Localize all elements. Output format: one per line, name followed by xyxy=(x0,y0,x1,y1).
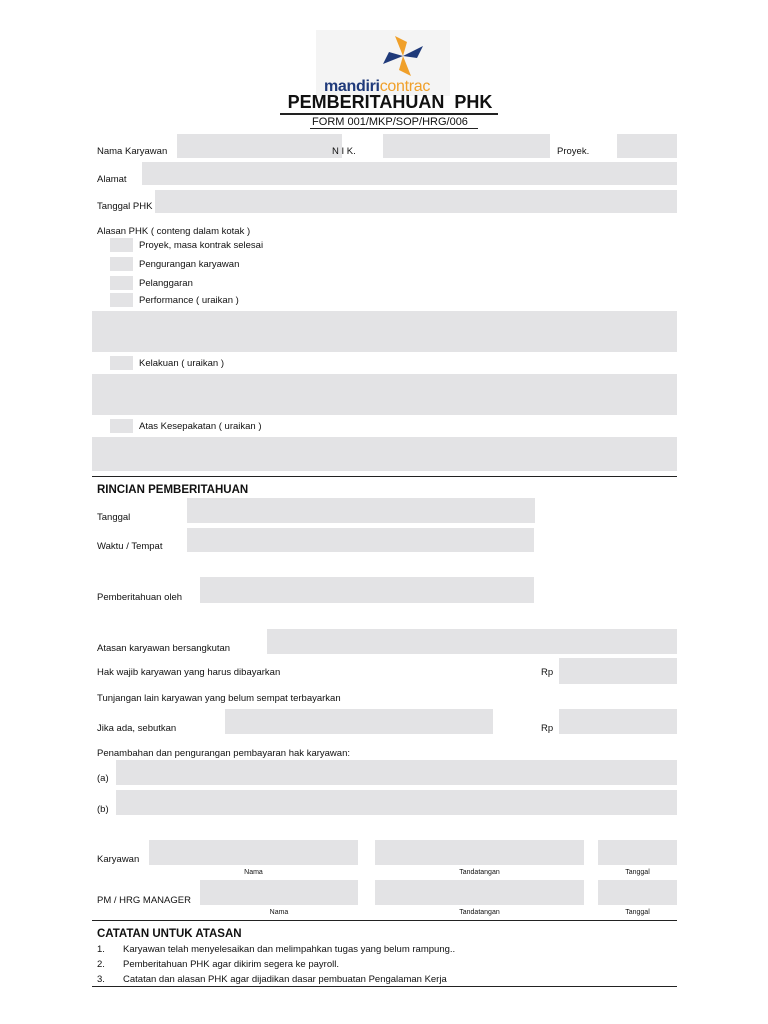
karyawan-tanggal-field[interactable] xyxy=(598,840,677,865)
reason-checkbox-proyek[interactable] xyxy=(110,238,133,252)
catatan-section-title: CATATAN UNTUK ATASAN xyxy=(97,928,242,940)
form-code-underline xyxy=(310,128,478,129)
reason-checkbox-kesepakatan[interactable] xyxy=(110,419,133,433)
waktu-tempat-field[interactable] xyxy=(187,528,534,552)
section-divider xyxy=(92,476,677,477)
reason-checkbox-performance[interactable] xyxy=(110,293,133,307)
pm-tandatangan-field[interactable] xyxy=(375,880,584,905)
proyek-field[interactable] xyxy=(617,134,677,158)
catatan-item-number: 3. xyxy=(97,974,105,985)
reason-checkbox-kelakuan[interactable] xyxy=(110,356,133,370)
item-b-label: (b) xyxy=(97,804,109,815)
pm-tanggal-field[interactable] xyxy=(598,880,677,905)
reason-label-pelanggaran: Pelanggaran xyxy=(139,278,193,289)
tunjangan-label: Tunjangan lain karyawan yang belum sempat terbayarkan xyxy=(97,693,341,704)
title-underline xyxy=(280,113,498,115)
reason-label-pengurangan: Pengurangan karyawan xyxy=(139,259,240,270)
catatan-item-number: 2. xyxy=(97,959,105,970)
pm-nama-caption: Nama xyxy=(269,909,289,916)
hak-wajib-label: Hak wajib karyawan yang harus dibayarkan xyxy=(97,667,281,678)
logo-word-contrac: contrac xyxy=(379,78,431,95)
karyawan-tandatangan-caption: Tandatangan xyxy=(459,869,500,876)
pm-nama-field[interactable] xyxy=(200,880,358,905)
alamat-field[interactable] xyxy=(142,162,677,185)
reason-checkbox-pelanggaran[interactable] xyxy=(110,276,133,290)
jika-ada-field[interactable] xyxy=(225,709,493,734)
catatan-item-text: Catatan dan alasan PHK agar dijadikan dasar pembuatan Pengalaman Kerja xyxy=(123,974,447,985)
tanggal-field[interactable] xyxy=(187,498,535,523)
atasan-label: Atasan karyawan bersangkutan xyxy=(97,643,231,654)
pm-hrg-label: PM / HRG MANAGER xyxy=(97,895,191,906)
alamat-label: Alamat xyxy=(97,174,127,185)
tanggal-phk-label: Tanggal PHK xyxy=(97,201,153,212)
reason-label-performance: Performance ( uraikan ) xyxy=(139,295,239,306)
rincian-section-title: RINCIAN PEMBERITAHUAN xyxy=(97,484,249,496)
penambahan-label: Penambahan dan pengurangan pembayaran hak karyawan: xyxy=(97,748,350,759)
karyawan-nama-caption: Nama xyxy=(244,869,263,876)
nik-label: N I K. xyxy=(332,146,356,157)
karyawan-nama-field[interactable] xyxy=(149,840,358,865)
item-a-field[interactable] xyxy=(116,760,677,785)
jika-ada-rp-label: Rp xyxy=(541,723,554,734)
reason-label-kelakuan: Kelakuan ( uraikan ) xyxy=(139,358,225,369)
catatan-divider xyxy=(92,920,677,921)
jika-ada-label: Jika ada, sebutkan xyxy=(97,723,177,734)
reason-label-proyek: Proyek, masa kontrak selesai xyxy=(139,240,264,251)
bottom-divider xyxy=(92,986,677,987)
pemberitahuan-oleh-field[interactable] xyxy=(200,577,534,603)
nama-karyawan-label: Nama Karyawan xyxy=(97,146,168,157)
karyawan-tanggal-caption: Tanggal xyxy=(625,869,650,876)
logo-word-mandiri: mandiri xyxy=(324,78,380,95)
reason-label-kesepakatan: Atas Kesepakatan ( uraikan ) xyxy=(139,421,262,432)
karyawan-tandatangan-field[interactable] xyxy=(375,840,584,865)
tanggal-label: Tanggal xyxy=(97,512,131,523)
proyek-label: Proyek. xyxy=(557,146,590,157)
kesepakatan-description-field[interactable] xyxy=(92,437,677,471)
logo-mark-icon xyxy=(373,32,433,80)
hak-wajib-amount-field[interactable] xyxy=(559,658,677,684)
waktu-tempat-label: Waktu / Tempat xyxy=(97,541,163,552)
page-title: PEMBERITAHUAN PHK xyxy=(287,92,493,112)
tanggal-phk-field[interactable] xyxy=(155,190,677,213)
pemberitahuan-oleh-label: Pemberitahuan oleh xyxy=(97,592,183,603)
karyawan-sign-label: Karyawan xyxy=(97,854,140,865)
atasan-field[interactable] xyxy=(267,629,677,654)
catatan-item-text: Pemberitahuan PHK agar dikirim segera ke payroll. xyxy=(123,959,339,970)
hak-wajib-rp-label: Rp xyxy=(541,667,554,678)
jika-ada-amount-field[interactable] xyxy=(559,709,677,734)
item-a-label: (a) xyxy=(97,773,109,784)
performance-description-field[interactable] xyxy=(92,311,677,352)
catatan-item-number: 1. xyxy=(97,944,105,955)
pm-tandatangan-caption: Tandatangan xyxy=(459,909,500,916)
item-b-field[interactable] xyxy=(116,790,677,815)
catatan-item-text: Karyawan telah menyelesaikan dan melimpahkan tugas yang belum rampung.. xyxy=(123,944,456,955)
form-code: FORM 001/MKP/SOP/HRG/006 xyxy=(312,116,468,128)
nik-field[interactable] xyxy=(383,134,550,158)
pm-tanggal-caption: Tanggal xyxy=(625,909,650,916)
kelakuan-description-field[interactable] xyxy=(92,374,677,415)
nama-karyawan-field[interactable] xyxy=(177,134,342,158)
alasan-phk-label: Alasan PHK ( conteng dalam kotak ) xyxy=(97,226,251,237)
reason-checkbox-pengurangan[interactable] xyxy=(110,257,133,271)
